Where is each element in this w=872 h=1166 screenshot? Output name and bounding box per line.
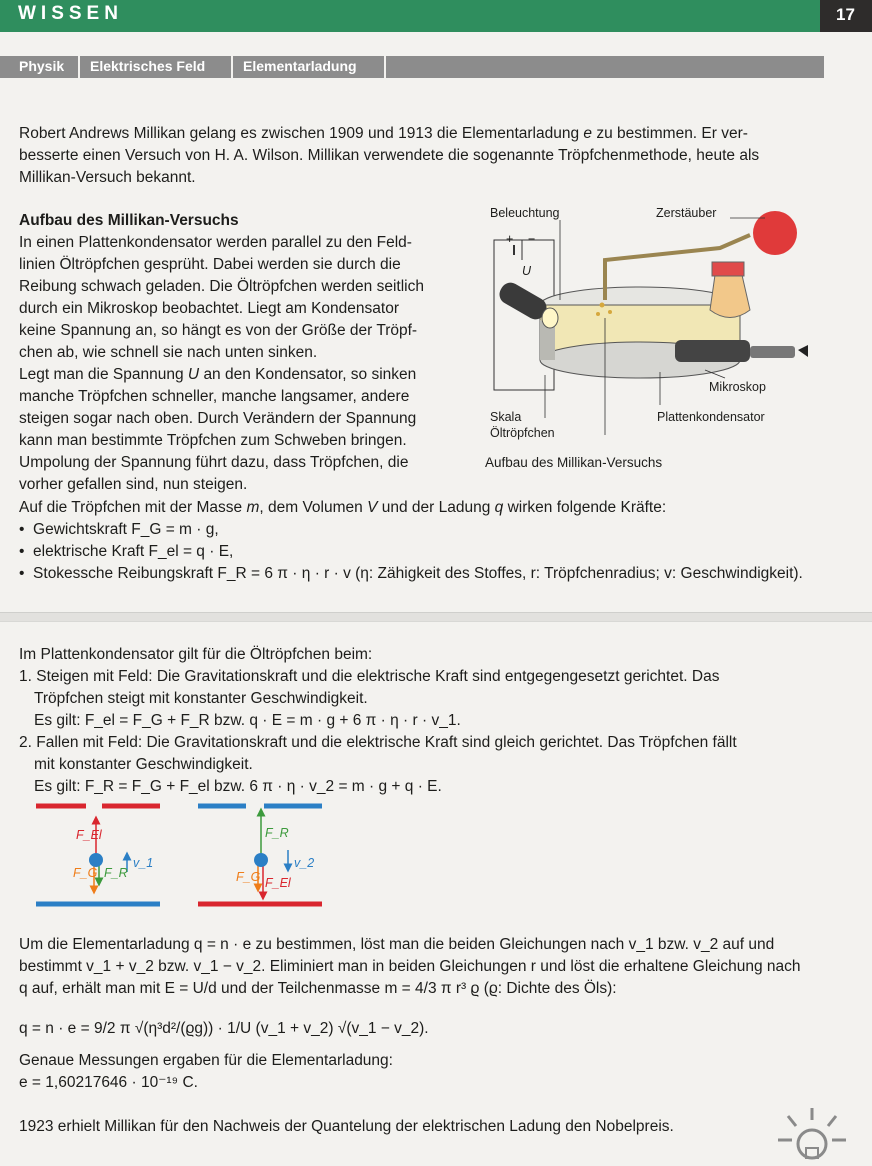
solution-line-3: q auf, erhält man mit E = U/d und der Teilchenmasse m = 4/3 π r³ ϱ (ϱ: Dichte des Öls): — [19, 980, 617, 997]
oil-flask-icon — [710, 275, 750, 318]
label-plattenkondensator: Plattenkondensator — [657, 410, 765, 424]
breadcrumb-physik: Physik — [19, 58, 65, 74]
case-2-line-2: mit konstanter Geschwindigkeit. — [34, 756, 253, 773]
aufbau-heading: Aufbau des Millikan-Versuchs — [19, 212, 239, 229]
oil-droplet — [254, 853, 268, 867]
label-oeltroepfchen: Öltröpfchen — [490, 426, 555, 440]
lamp-lens-icon — [542, 308, 558, 328]
label-v2: v_2 — [294, 856, 315, 870]
force-item-gewichtskraft: • Gewichtskraft F_G = m · g, — [19, 521, 219, 538]
solution-formula: q = n · e = 9/2 π √(η³d²/(ϱg)) · 1/U (v_1 + v_2) √(v_1 − v_2). — [19, 1020, 429, 1037]
solution-line-2: bestimmt v_1 + v_2 bzw. v_1 − v_2. Eliminiert man in beiden Gleichungen r und löst die erhaltene Gleichung nach — [19, 958, 801, 975]
page-divider — [0, 612, 872, 622]
breadcrumb-elektrisches-feld: Elektrisches Feld — [90, 58, 206, 74]
breadcrumb-separator — [78, 56, 80, 78]
aufbau-line: steigen sogar nach oben. Durch Verändern der Spannung — [19, 410, 417, 427]
label-minus: − — [528, 232, 536, 246]
breadcrumb — [0, 56, 824, 78]
case-1-formula: Es gilt: F_el = F_G + F_R bzw. q · E = m · g + 6 π · η · r · v_1. — [34, 712, 461, 729]
aufbau-line: linien Öltröpfchen gesprüht. Dabei werden sie durch die — [19, 256, 401, 273]
label-mikroskop: Mikroskop — [709, 380, 766, 394]
oil-droplet — [608, 310, 612, 314]
aufbau-line: chen ab, wie schnell sie nach unten sinken. — [19, 344, 318, 361]
oil-droplet — [89, 853, 103, 867]
aufbau-line: In einen Plattenkondensator werden parallel zu den Feld- — [19, 234, 412, 251]
aufbau-line: Umpolung der Spannung führt dazu, dass Tröpfchen, die — [19, 454, 409, 471]
force-item-reibungskraft: • Stokessche Reibungskraft F_R = 6 π · η · r · v (η: Zähigkeit des Stoffes, r: Tröpfchenradius; v: Geschwindigkeit). — [19, 565, 803, 582]
forces-intro: Auf die Tröpfchen mit der Masse m, dem Volumen V und der Ladung q wirken folgende Kräfte: — [19, 499, 667, 516]
force-diagram — [30, 798, 330, 914]
page-number: 17 — [836, 5, 855, 24]
measurement-value: e = 1,60217646 · 10⁻¹⁹ C. — [19, 1074, 198, 1091]
label-f-el: F_El — [76, 828, 102, 842]
label-beleuchtung: Beleuchtung — [490, 206, 560, 220]
aufbau-line: keine Spannung an, so hängt es von der Größe der Tröpf- — [19, 322, 418, 339]
breadcrumb-separator — [384, 56, 386, 78]
label-f-g: F_G — [236, 870, 261, 884]
label-f-r: F_R — [104, 866, 128, 880]
label-v1: v_1 — [133, 856, 154, 870]
aufbau-line: vorher gefallen sind, nun steigen. — [19, 476, 248, 493]
oil-droplet — [600, 303, 605, 308]
measurement-label: Genaue Messungen ergaben für die Elementarladung: — [19, 1052, 393, 1069]
aufbau-line: Legt man die Spannung U an den Kondensator, so sinken — [19, 366, 417, 383]
nobel-note: 1923 erhielt Millikan für den Nachweis der Quantelung der elektrischen Ladung den Nobelpreis. — [19, 1118, 674, 1135]
microscope-body-icon — [675, 340, 750, 362]
intro-line-2: besserte einen Versuch von H. A. Wilson. Millikan verwendete die sogenannte Tröpfchenmethode, heute als — [19, 147, 760, 164]
label-skala: Skala — [490, 410, 522, 424]
aufbau-line: manche Tröpfchen schneller, manche langsamer, andere — [19, 388, 410, 405]
force-item-elektrische-kraft: • elektrische Kraft F_el = q · E, — [19, 543, 234, 560]
aufbau-line: Reibung schwach geladen. Die Öltröpfchen werden seitlich — [19, 278, 424, 295]
flask-stopper — [712, 262, 744, 276]
breadcrumb-separator — [231, 56, 233, 78]
cases-intro: Im Plattenkondensator gilt für die Öltröpfchen beim: — [19, 646, 373, 663]
solution-line-1: Um die Elementarladung q = n · e zu bestimmen, löst man die beiden Gleichungen nach v_1 bzw. v_2 auf und — [19, 936, 775, 953]
case-2-line-1: 2. Fallen mit Feld: Die Gravitationskraft und die elektrische Kraft sind gleich gerichtet. Das Tröpfchen fällt — [19, 734, 737, 751]
label-f-el: F_El — [265, 876, 291, 890]
breadcrumb-elementarladung: Elementarladung — [243, 58, 357, 74]
intro-line-1: Robert Andrews Millikan gelang es zwischen 1909 und 1913 die Elementarladung e zu bestimmen. Er ver- — [19, 125, 748, 142]
section-title: WISSEN — [18, 3, 123, 24]
case-1-line-2: Tröpfchen steigt mit konstanter Geschwindigkeit. — [34, 690, 368, 707]
case-2-formula: Es gilt: F_R = F_G + F_el bzw. 6 π · η · v_2 = m · g + q · E. — [34, 778, 442, 795]
case-1-line-1: 1. Steigen mit Feld: Die Gravitationskraft und die elektrische Kraft sind entgegengesetzt gerichtet. Das — [19, 668, 720, 685]
lightbulb-icon — [776, 1104, 848, 1164]
microscope-eyepiece-icon — [750, 346, 795, 358]
intro-line-3: Millikan-Versuch bekannt. — [19, 169, 196, 186]
oil-droplet — [596, 312, 600, 316]
aufbau-line: durch ein Mikroskop beobachtet. Liegt am Kondensator — [19, 300, 399, 317]
label-u: U — [522, 264, 532, 278]
label-plus: + — [506, 232, 514, 246]
label-f-g: F_G — [73, 866, 98, 880]
aufbau-line: kann man bestimmte Tröpfchen zum Schweben bringen. — [19, 432, 407, 449]
header-bar — [0, 0, 820, 32]
diagram-caption: Aufbau des Millikan-Versuchs — [485, 455, 663, 470]
label-f-r: F_R — [265, 826, 289, 840]
label-zerstaeuber: Zerstäuber — [656, 206, 717, 220]
eye-icon — [798, 345, 808, 357]
